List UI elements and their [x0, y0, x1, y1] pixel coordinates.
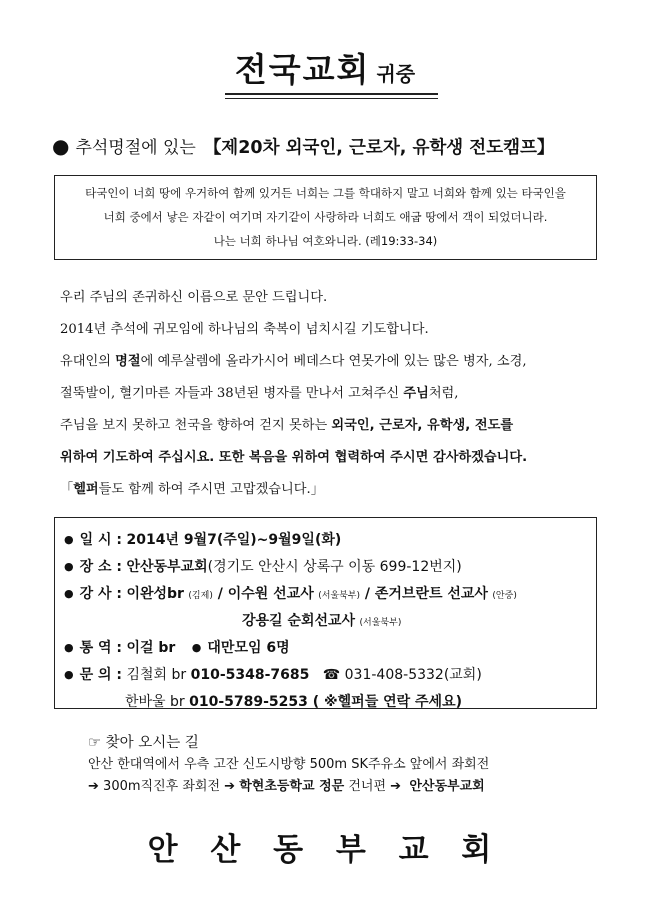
arrow-icon: ➔	[88, 779, 99, 794]
text-span: 유대인의	[60, 354, 116, 369]
body-line	[60, 382, 620, 414]
contact-phone: 010-5348-7685	[190, 667, 310, 683]
interpreter-value: 이걸 br	[126, 640, 176, 656]
emphasis-text: 헬퍼	[73, 482, 99, 497]
text-span: 건너편	[348, 779, 387, 794]
directions-title	[88, 732, 489, 754]
church-name-footer: 안 산 동 부 교 회	[147, 832, 503, 868]
bullet-icon: ●	[64, 668, 74, 681]
title-block	[0, 44, 650, 91]
contact-phone: 010-5789-5253 ( ※헬퍼들 연락 주세요)	[189, 694, 462, 710]
speaker-name: 존거브란트 선교사	[374, 586, 488, 602]
place-row	[64, 557, 596, 584]
text-span: 처럼,	[428, 386, 459, 401]
date-row	[64, 530, 596, 557]
emphasis-text: 위하여 기도하여 주십시요. 또한 복음을 위하여 협력하여 주시면 감사하겠습니다.	[60, 450, 528, 465]
speaker-note: (김제)	[188, 591, 213, 601]
landmark-text: 학현초등학교 정문	[239, 779, 345, 794]
contact-label: 문 의 :	[79, 667, 123, 683]
body-line	[60, 446, 620, 478]
speaker-name: 이수원 선교사	[227, 586, 314, 602]
date-value: 2014년 9월7(주일)~9월9일(화)	[126, 532, 342, 548]
greeting-text	[60, 286, 620, 510]
body-line: 2014년 추석에 귀모임에 하나님의 축복이 넘치시길 기도합니다.	[60, 322, 429, 337]
meeting-value: 대만모임 6명	[207, 640, 290, 656]
body-line	[60, 478, 620, 510]
text-span: 절뚝발이, 혈기마른 자들과 38년된 병자를 만나서 고쳐주신	[60, 386, 404, 401]
title-underline-thin	[225, 98, 438, 99]
verse-reference: 나는 너희 하나님 여호와니라. (레19:33-34)	[213, 234, 438, 248]
speaker-note: (서울북부)	[318, 591, 361, 601]
verse-line: 타국인이 너희 땅에 우거하여 함께 있거든 너희는 그를 학대하지 말고 너희와 함께 있는 타국인을	[85, 186, 566, 200]
separator: /	[360, 586, 375, 602]
body-line	[60, 414, 620, 446]
text-span: 주님을 보지 못하고 천국을 향하여 걷지 못하는	[60, 418, 332, 433]
directions-line: 안산 한대역에서 우측 고잔 신도시방향 500m SK주유소 앞에서 좌회전	[88, 757, 490, 772]
directions-line	[88, 776, 489, 798]
title-underline	[225, 93, 438, 95]
date-label: 일 시 :	[79, 532, 123, 548]
speaker-name: 이완성br	[126, 586, 184, 602]
heading-lead: 추석명절에 있는	[75, 138, 196, 158]
text-span: 300m직진후 좌회전	[103, 779, 221, 794]
telephone-icon: ☎	[322, 667, 341, 683]
body-line: 우리 주님의 존귀하신 이름으로 문안 드립니다.	[60, 290, 328, 305]
emphasis-text: 외국인, 근로자, 유학생, 전도를	[331, 418, 514, 433]
place-name: 안산동부교회	[126, 559, 208, 575]
bullet-icon: ●	[64, 533, 74, 546]
page-title: 전국교회	[234, 50, 371, 89]
text-span: 에 예루살렘에 올라가시어 베데스다 연못가에 있는 많은 병자, 소경,	[140, 354, 527, 369]
emphasis-text: 주님	[403, 386, 429, 401]
contact-name: 한바울 br	[125, 694, 190, 710]
place-label: 장 소 :	[79, 559, 123, 575]
directions-section	[88, 732, 489, 798]
bullet-icon: ●	[191, 641, 202, 654]
destination-text: 안산동부교회	[409, 779, 485, 794]
bullet-icon: ●	[52, 134, 70, 158]
arrow-icon: ➔	[224, 779, 236, 794]
place-address: (경기도 안산시 상록구 이동 699-12번지)	[207, 559, 462, 575]
contact-row	[64, 665, 596, 692]
speaker-row	[64, 584, 596, 611]
emphasis-text: 명절	[115, 354, 141, 369]
pointing-hand-icon: ☞	[88, 735, 101, 751]
body-line	[60, 350, 620, 382]
bullet-icon: ●	[64, 560, 74, 573]
church-phone: 031-408-5332(교회)	[344, 667, 482, 683]
separator: /	[212, 586, 228, 602]
speaker-row-2	[64, 611, 596, 638]
speaker-name: 강용길 순회선교사	[242, 613, 356, 629]
contact-row-2	[64, 692, 596, 719]
event-title: 【제20차 외국인, 근로자, 유학생 전도캠프】	[203, 138, 555, 158]
interpreter-label: 통 역 :	[79, 640, 123, 656]
event-heading	[52, 133, 554, 159]
speaker-label: 강 사 :	[79, 586, 123, 602]
arrow-icon: ➔	[390, 779, 402, 794]
directions-title-text: 찾아 오시는 길	[105, 735, 199, 751]
verse-line: 너희 중에서 낳은 자같이 여기며 자기같이 사랑하라 너희도 애굽 땅에서 객이 되었더니라.	[103, 210, 548, 224]
page-subtitle: 귀중	[376, 62, 416, 86]
interpreter-row	[64, 638, 596, 665]
text-span: 들도 함께 하여 주시면 고맙겠습니다.」	[98, 482, 324, 497]
bible-verse-box	[54, 175, 597, 260]
speaker-note: (안중)	[492, 591, 517, 601]
text-span: 「	[60, 482, 74, 497]
event-info-box	[54, 517, 597, 709]
bullet-icon: ●	[64, 641, 74, 654]
contact-name: 김철회 br	[126, 667, 191, 683]
speaker-note: (서울북부)	[359, 618, 402, 628]
bullet-icon: ●	[64, 587, 74, 600]
